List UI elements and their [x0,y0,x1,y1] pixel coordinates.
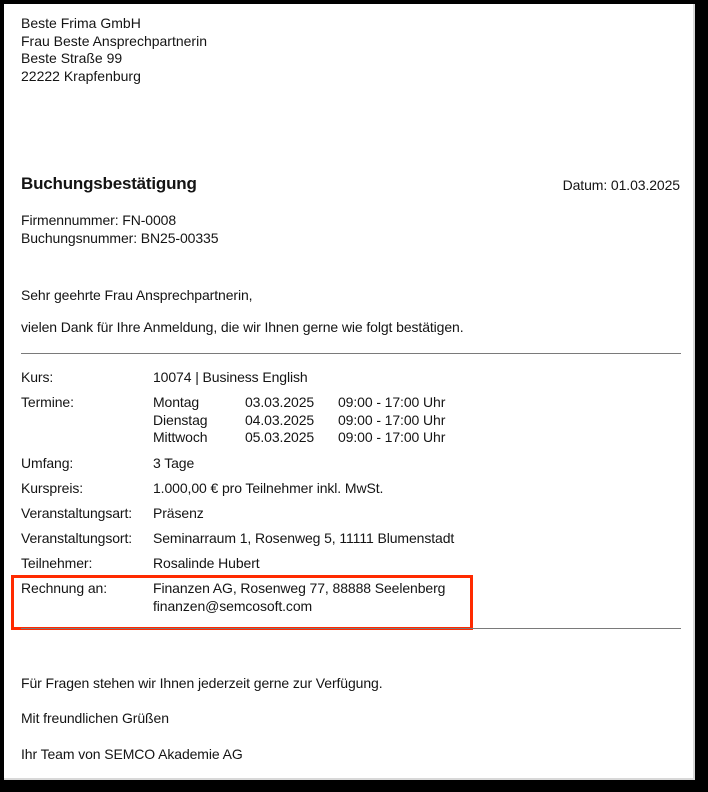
date-date: 03.03.2025 [245,394,315,410]
invoice-address: Finanzen AG, Rosenweg 77, 88888 Seelenberg [153,580,446,596]
document-date: Datum: 01.03.2025 [562,177,680,193]
date-date: 05.03.2025 [245,429,315,445]
date-date: 04.03.2025 [245,411,315,428]
intro-text: vielen Dank für Ihre Anmeldung, die wir Ihnen gerne wie folgt bestätigen. [21,319,464,335]
closing-questions: Für Fragen stehen wir Ihnen jederzeit gerne zur Verfügung. [21,675,383,691]
date-day: Montag [153,394,200,410]
divider-top [21,353,681,354]
sender-contact: Frau Beste Ansprechpartnerin [21,32,207,49]
course-value: 10074 | Business English [153,369,308,385]
date-time: 09:00 - 17:00 Uhr [338,411,446,428]
closing-signature: Ihr Team von SEMCO Akademie AG [21,746,243,762]
date-time: 09:00 - 17:00 Uhr [338,394,446,410]
scope-value: 3 Tage [153,455,195,471]
invoice-email: finanzen@semcosoft.com [153,597,313,614]
divider-bottom [21,628,681,629]
sender-street: Beste Straße 99 [21,50,123,66]
sender-company: Beste Frima GmbH [21,15,141,31]
sender-city: 22222 Krapfenburg [21,67,141,84]
price-label: Kurspreis: [21,480,84,496]
date-day: Dienstag [153,411,208,428]
salutation: Sehr geehrte Frau Ansprechpartnerin, [21,287,253,303]
document-page [4,4,695,780]
course-label: Kurs: [21,369,54,385]
price-value: 1.000,00 € pro Teilnehmer inkl. MwSt. [153,480,384,496]
event-type-label: Veranstaltungsart: [21,505,133,521]
invoice-value [153,580,445,615]
date-day: Mittwoch [153,429,208,445]
dates-label: Termine: [21,394,74,410]
sender-address [21,15,207,85]
date-time: 09:00 - 17:00 Uhr [338,429,446,445]
reference-numbers [21,212,218,247]
company-number: Firmennummer: FN-0008 [21,212,177,228]
venue-value: Seminarraum 1, Rosenweg 5, 11111 Blumenstadt [153,530,455,546]
invoice-label: Rechnung an: [21,580,107,596]
document-title: Buchungsbestätigung [21,174,197,193]
booking-number: Buchungsnummer: BN25-00335 [21,229,219,246]
participant-label: Teilnehmer: [21,555,93,571]
event-type-value: Präsenz [153,505,204,521]
closing-regards: Mit freundlichen Grüßen [21,710,169,726]
scope-label: Umfang: [21,455,74,471]
venue-label: Veranstaltungsort: [21,530,133,546]
participant-value: Rosalinde Hubert [153,555,260,571]
